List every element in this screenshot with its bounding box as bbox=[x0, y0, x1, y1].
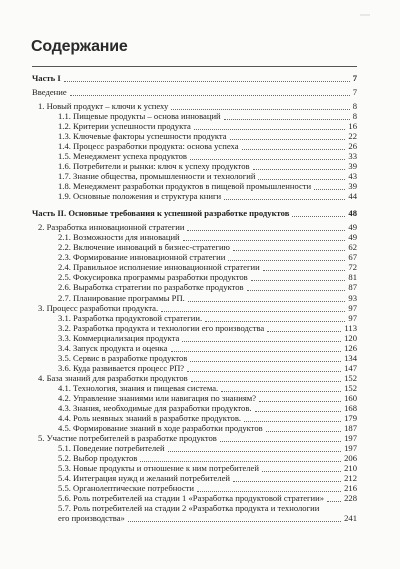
toc-entry bbox=[0, 151, 400, 161]
dot-leader bbox=[263, 269, 346, 271]
toc-entry bbox=[0, 141, 400, 151]
toc-entry-title: 2.3. Формирование инновационной стратегии bbox=[58, 252, 226, 262]
toc-page-number: 168 bbox=[344, 403, 357, 413]
dot-leader bbox=[242, 148, 346, 150]
toc-entry bbox=[0, 323, 400, 333]
toc-page-number: 216 bbox=[344, 483, 357, 493]
toc-page-number: 197 bbox=[344, 443, 357, 453]
toc-entry bbox=[0, 313, 400, 323]
toc-page-number: 87 bbox=[348, 282, 357, 292]
toc-entry-title: 5.3. Новые продукты и отношение к ним потребителей bbox=[58, 463, 259, 473]
dot-leader bbox=[70, 94, 350, 96]
dot-leader bbox=[161, 310, 345, 312]
toc-page-number: 26 bbox=[348, 141, 357, 151]
toc-page-number: 62 bbox=[348, 242, 357, 252]
toc-page-number: 43 bbox=[348, 171, 357, 181]
toc-entry bbox=[0, 252, 400, 262]
toc-entry-title: 5. Участие потребителей в разработке продуктов bbox=[38, 433, 217, 443]
toc-entry bbox=[0, 232, 400, 242]
toc-page-number: 160 bbox=[344, 393, 357, 403]
toc-page-number: 44 bbox=[348, 191, 357, 201]
toc-entry-title: 4.4. Роль неявных знаний в разработке продуктов. bbox=[58, 413, 242, 423]
dot-leader bbox=[205, 320, 345, 322]
toc-page-number: 228 bbox=[344, 493, 357, 503]
toc-entry bbox=[0, 353, 400, 363]
dot-leader bbox=[233, 249, 345, 251]
toc-entry bbox=[0, 413, 400, 423]
dot-leader bbox=[247, 289, 346, 291]
dot-leader bbox=[262, 470, 341, 472]
toc-entry-title: 3.6. Куда развивается процесс РП? bbox=[58, 363, 185, 373]
toc-page-number: 197 bbox=[344, 433, 357, 443]
toc-page-number: 212 bbox=[344, 473, 357, 483]
toc-entry-title: 5.2. Выбор продуктов bbox=[58, 453, 138, 463]
toc-entry-title: 1.9. Основные положения и структура книги bbox=[58, 191, 222, 201]
toc-entry bbox=[0, 191, 400, 201]
toc-entry bbox=[0, 73, 400, 83]
toc-entry bbox=[0, 171, 400, 181]
toc-page-number: 179 bbox=[344, 413, 357, 423]
toc-entry bbox=[0, 333, 400, 343]
toc-page-number: 210 bbox=[344, 463, 357, 473]
toc-entry-title: 5.4. Интеграция нужд и желаний потребителей bbox=[58, 473, 231, 483]
toc-page-number: 39 bbox=[348, 161, 357, 171]
toc-entry-title: 2.5. Фокусировка программы разработки продуктов bbox=[58, 272, 248, 282]
dot-leader bbox=[171, 108, 349, 110]
toc-entry bbox=[0, 373, 400, 383]
toc-page-number: 33 bbox=[348, 151, 357, 161]
toc-page-number: 147 bbox=[344, 363, 357, 373]
toc-entry bbox=[0, 208, 400, 218]
toc-entry bbox=[0, 453, 400, 463]
dot-leader bbox=[251, 279, 346, 281]
toc-entry bbox=[0, 282, 400, 292]
toc-entry-title: 4.5. Формирование знаний в ходе разработки продуктов bbox=[58, 423, 263, 433]
toc-entry bbox=[0, 503, 400, 513]
dot-leader bbox=[255, 410, 342, 412]
toc-page-number: 113 bbox=[344, 323, 357, 333]
toc-entry-title: 3.1. Разработка продуктовой стратегии. bbox=[58, 313, 203, 323]
toc-entry-title: его производства» bbox=[58, 513, 125, 523]
toc-page-number: 97 bbox=[348, 313, 357, 323]
toc-entry-title: 5.1. Поведение потребителей bbox=[58, 443, 165, 453]
dot-leader bbox=[197, 490, 341, 492]
toc-entry-title: Часть II. Основные требования к успешной разработке продуктов bbox=[32, 208, 290, 218]
dot-leader bbox=[258, 178, 345, 180]
dot-leader bbox=[140, 460, 341, 462]
toc-entry-title: Часть I bbox=[32, 73, 61, 83]
toc-entry bbox=[0, 363, 400, 373]
toc-page-number: 241 bbox=[344, 513, 357, 523]
toc-entry bbox=[0, 483, 400, 493]
toc-entry bbox=[0, 473, 400, 483]
dot-leader bbox=[228, 259, 345, 261]
dot-leader bbox=[220, 440, 341, 442]
dot-leader bbox=[187, 370, 341, 372]
toc-entry-title: 1.4. Процесс разработки продукта: основа успеха bbox=[58, 141, 239, 151]
toc-entry-title: 3.3. Коммерциализация продукта bbox=[58, 333, 180, 343]
toc-page-number: 22 bbox=[348, 131, 357, 141]
toc-entry-title: 4. База знаний для разработки продуктов bbox=[38, 373, 188, 383]
toc-entry bbox=[0, 403, 400, 413]
toc-page-number: 134 bbox=[344, 353, 357, 363]
dot-leader bbox=[327, 500, 341, 502]
dot-leader bbox=[267, 330, 341, 332]
toc-page-number: 152 bbox=[344, 383, 357, 393]
toc-entry-title: 2.6. Выработка стратегии по разработке продуктов bbox=[58, 282, 244, 292]
toc-entry-title: 5.7. Роль потребителей на стадии 2 «Разработка продукта и технологии bbox=[58, 503, 320, 513]
toc-entry bbox=[0, 272, 400, 282]
toc-entry-title: 3. Процесс разработки продукта. bbox=[38, 303, 159, 313]
toc-page-number: 206 bbox=[344, 453, 357, 463]
dot-leader bbox=[187, 229, 345, 231]
toc-entry-title: 1.7. Знание общества, промышленности и технологий bbox=[58, 171, 256, 181]
toc-entry-title: 2.4. Правильное исполнение инновационной стратегии bbox=[58, 262, 260, 272]
dot-leader bbox=[266, 430, 341, 432]
toc-entry bbox=[0, 87, 400, 97]
toc-entry-title: 1.2. Критерии успешности продукта bbox=[58, 121, 191, 131]
toc-entry bbox=[0, 131, 400, 141]
toc-entry bbox=[0, 242, 400, 252]
toc-entry-title: 4.2. Управление знаниями или навигация по знаниям? bbox=[58, 393, 257, 403]
toc-entry-title: Введение bbox=[32, 87, 67, 97]
toc-entry-title: 1.6. Потребители и рынки: ключ к успеху продуктов bbox=[58, 161, 250, 171]
dot-leader bbox=[244, 420, 341, 422]
toc-entry bbox=[0, 161, 400, 171]
dot-leader bbox=[259, 400, 341, 402]
dot-leader bbox=[190, 360, 341, 362]
toc-entry-title: 1.5. Менеджмент успеха продуктов bbox=[58, 151, 187, 161]
dot-leader bbox=[224, 198, 345, 200]
toc-entry bbox=[0, 262, 400, 272]
toc-entry-title: 1.1. Пищевые продукты – основа инноваций bbox=[58, 111, 221, 121]
toc-entry bbox=[0, 423, 400, 433]
dot-leader bbox=[233, 480, 341, 482]
toc-page-number: 93 bbox=[348, 293, 357, 303]
toc-entry bbox=[0, 101, 400, 111]
toc-page-number: 7 bbox=[352, 73, 357, 83]
toc-entry bbox=[0, 433, 400, 443]
toc-entry bbox=[0, 383, 400, 393]
toc-entry bbox=[0, 443, 400, 453]
toc-page-number: 187 bbox=[344, 423, 357, 433]
dot-leader bbox=[182, 340, 341, 342]
toc-page-number: 8 bbox=[352, 101, 357, 111]
toc-entry bbox=[0, 303, 400, 313]
toc-page-number: 7 bbox=[352, 87, 357, 97]
dot-leader bbox=[314, 188, 345, 190]
toc-entry-title: 3.5. Сервис в разработке продуктов bbox=[58, 353, 188, 363]
toc-entry-title: 4.3. Знания, необходимые для разработки продуктов. bbox=[58, 403, 252, 413]
toc-entry-title: 2.1. Возможности для инноваций bbox=[58, 232, 180, 242]
dot-leader bbox=[128, 520, 341, 522]
dot-leader bbox=[191, 380, 341, 382]
toc-entry-title: 2.7. Планирование программы РП. bbox=[58, 293, 185, 303]
toc-page-number: 81 bbox=[348, 272, 357, 282]
toc-entry bbox=[0, 393, 400, 403]
dot-leader bbox=[168, 450, 342, 452]
toc-page-number: 97 bbox=[348, 303, 357, 313]
toc-page-number: 49 bbox=[348, 232, 357, 242]
toc-entry-title: 5.6. Роль потребителей на стадии 1 «Разработка продуктовой стратегии» bbox=[58, 493, 325, 503]
toc-page-number: 49 bbox=[348, 222, 357, 232]
dot-leader bbox=[190, 158, 345, 160]
toc-page-number: 152 bbox=[344, 373, 357, 383]
dot-leader bbox=[230, 138, 346, 140]
toc-entry-title: 4.1. Технология, знания и пищевая система. bbox=[58, 383, 219, 393]
toc-entry bbox=[0, 343, 400, 353]
toc-entry bbox=[0, 222, 400, 232]
page-title: Содержание bbox=[31, 38, 128, 55]
toc-entry-title: 3.4. Запуск продукта и оценка bbox=[58, 343, 168, 353]
toc-entry bbox=[0, 121, 400, 131]
toc-entry-title: 1. Новый продукт – ключи к успеху bbox=[38, 101, 169, 111]
toc-page-number: 48 bbox=[348, 208, 357, 218]
dot-leader bbox=[253, 168, 346, 170]
dot-leader bbox=[221, 390, 341, 392]
toc-entry-title: 1.8. Менеджмент разработки продуктов в пищевой промышленности bbox=[58, 181, 312, 191]
toc-entry bbox=[0, 293, 400, 303]
dot-leader bbox=[171, 350, 342, 352]
toc-entry bbox=[0, 493, 400, 503]
dot-leader bbox=[183, 239, 346, 241]
toc-page-number: 16 bbox=[348, 121, 357, 131]
toc-entry bbox=[0, 111, 400, 121]
dot-leader bbox=[292, 215, 345, 217]
toc-page-number: 120 bbox=[344, 333, 357, 343]
toc-page-number: 126 bbox=[344, 343, 357, 353]
toc-page-number: 39 bbox=[348, 181, 357, 191]
toc-page-number: 8 bbox=[352, 111, 357, 121]
toc-entry-title: 2.2. Включение инноваций в бизнес-стратегию bbox=[58, 242, 230, 252]
dot-leader bbox=[224, 118, 350, 120]
toc-page-number: 67 bbox=[348, 252, 357, 262]
dot-leader bbox=[64, 80, 350, 82]
toc-page-number: 72 bbox=[348, 262, 357, 272]
toc-entry bbox=[0, 181, 400, 191]
toc-entry-title: 2. Разработка инновационной стратегии bbox=[38, 222, 185, 232]
dot-leader bbox=[188, 300, 346, 302]
dot-leader bbox=[194, 128, 346, 130]
toc-entry-title: 5.5. Органолептические потребности bbox=[58, 483, 195, 493]
toc-entry-title: 1.3. Ключевые факторы успешности продукта bbox=[58, 131, 227, 141]
toc-entry bbox=[0, 463, 400, 473]
toc-entry-title: 3.2. Разработка продукта и технологии его производства bbox=[58, 323, 265, 333]
toc-entry bbox=[0, 513, 400, 523]
